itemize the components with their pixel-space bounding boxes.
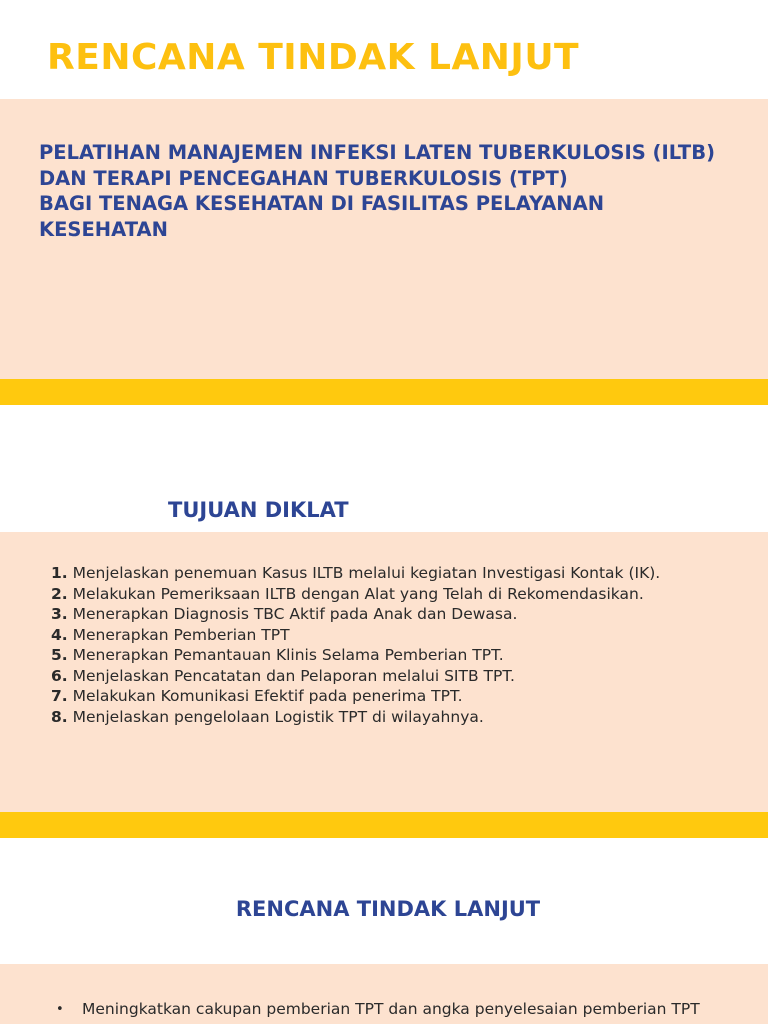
bullet-icon: • (56, 1002, 64, 1017)
item-number: 1. (51, 564, 68, 582)
rtl-heading: RENCANA TINDAK LANJUT (235, 897, 541, 921)
item-text: Menjelaskan Pencatatan dan Pelaporan melalui SITB TPT. (72, 666, 515, 685)
list-item (51, 686, 731, 707)
item-text: Menerapkan Diagnosis TBC Aktif pada Anak dan Dewasa. (72, 605, 518, 623)
item-text: Meningkatkan cakupan pemberian TPT dan angka penyelesaian pemberian TPT (82, 1000, 700, 1018)
yellow-divider (0, 379, 768, 405)
subtitle-line: PELATIHAN MANAJEMEN INFEKSI LATEN TUBERKULOSIS (ILTB) (39, 141, 715, 164)
item-number: 8. (51, 707, 68, 726)
list-item (51, 625, 731, 646)
list-item (51, 645, 731, 666)
item-text: Melakukan Komunikasi Efektif pada penerima TPT. (72, 687, 463, 705)
list-item (51, 666, 731, 687)
item-text: Menerapkan Pemantauan Klinis Selama Pemberian TPT. (72, 646, 504, 664)
training-subtitle (39, 140, 739, 242)
yellow-divider (0, 812, 768, 838)
list-item (51, 604, 731, 625)
list-item (56, 999, 736, 1020)
subtitle-line: DAN TERAPI PENCEGAHAN TUBERKULOSIS (TPT) (39, 166, 568, 190)
item-number: 7. (51, 687, 68, 705)
list-item (51, 707, 731, 728)
tujuan-heading: TUJUAN DIKLAT (168, 498, 349, 522)
rtl-list (56, 999, 736, 1020)
tujuan-list (51, 563, 731, 727)
subtitle-line: BAGI TENAGA KESEHATAN DI FASILITAS PELAYANAN KESEHATAN (39, 192, 605, 241)
item-text: Menjelaskan pengelolaan Logistik TPT di wilayahnya. (72, 707, 484, 726)
item-number: 2. (51, 584, 68, 603)
item-number: 6. (51, 666, 68, 685)
page-title: RENCANA TINDAK LANJUT (47, 37, 580, 78)
item-text: Menerapkan Pemberian TPT (72, 625, 290, 644)
item-text: Menjelaskan penemuan Kasus ILTB melalui kegiatan Investigasi Kontak (IK). (72, 564, 661, 582)
item-number: 5. (51, 646, 68, 664)
list-item (51, 563, 731, 584)
list-item (51, 584, 731, 605)
item-number: 4. (51, 625, 68, 644)
item-text: Melakukan Pemeriksaan ILTB dengan Alat yang Telah di Rekomendasikan. (72, 584, 644, 603)
item-number: 3. (51, 605, 68, 623)
